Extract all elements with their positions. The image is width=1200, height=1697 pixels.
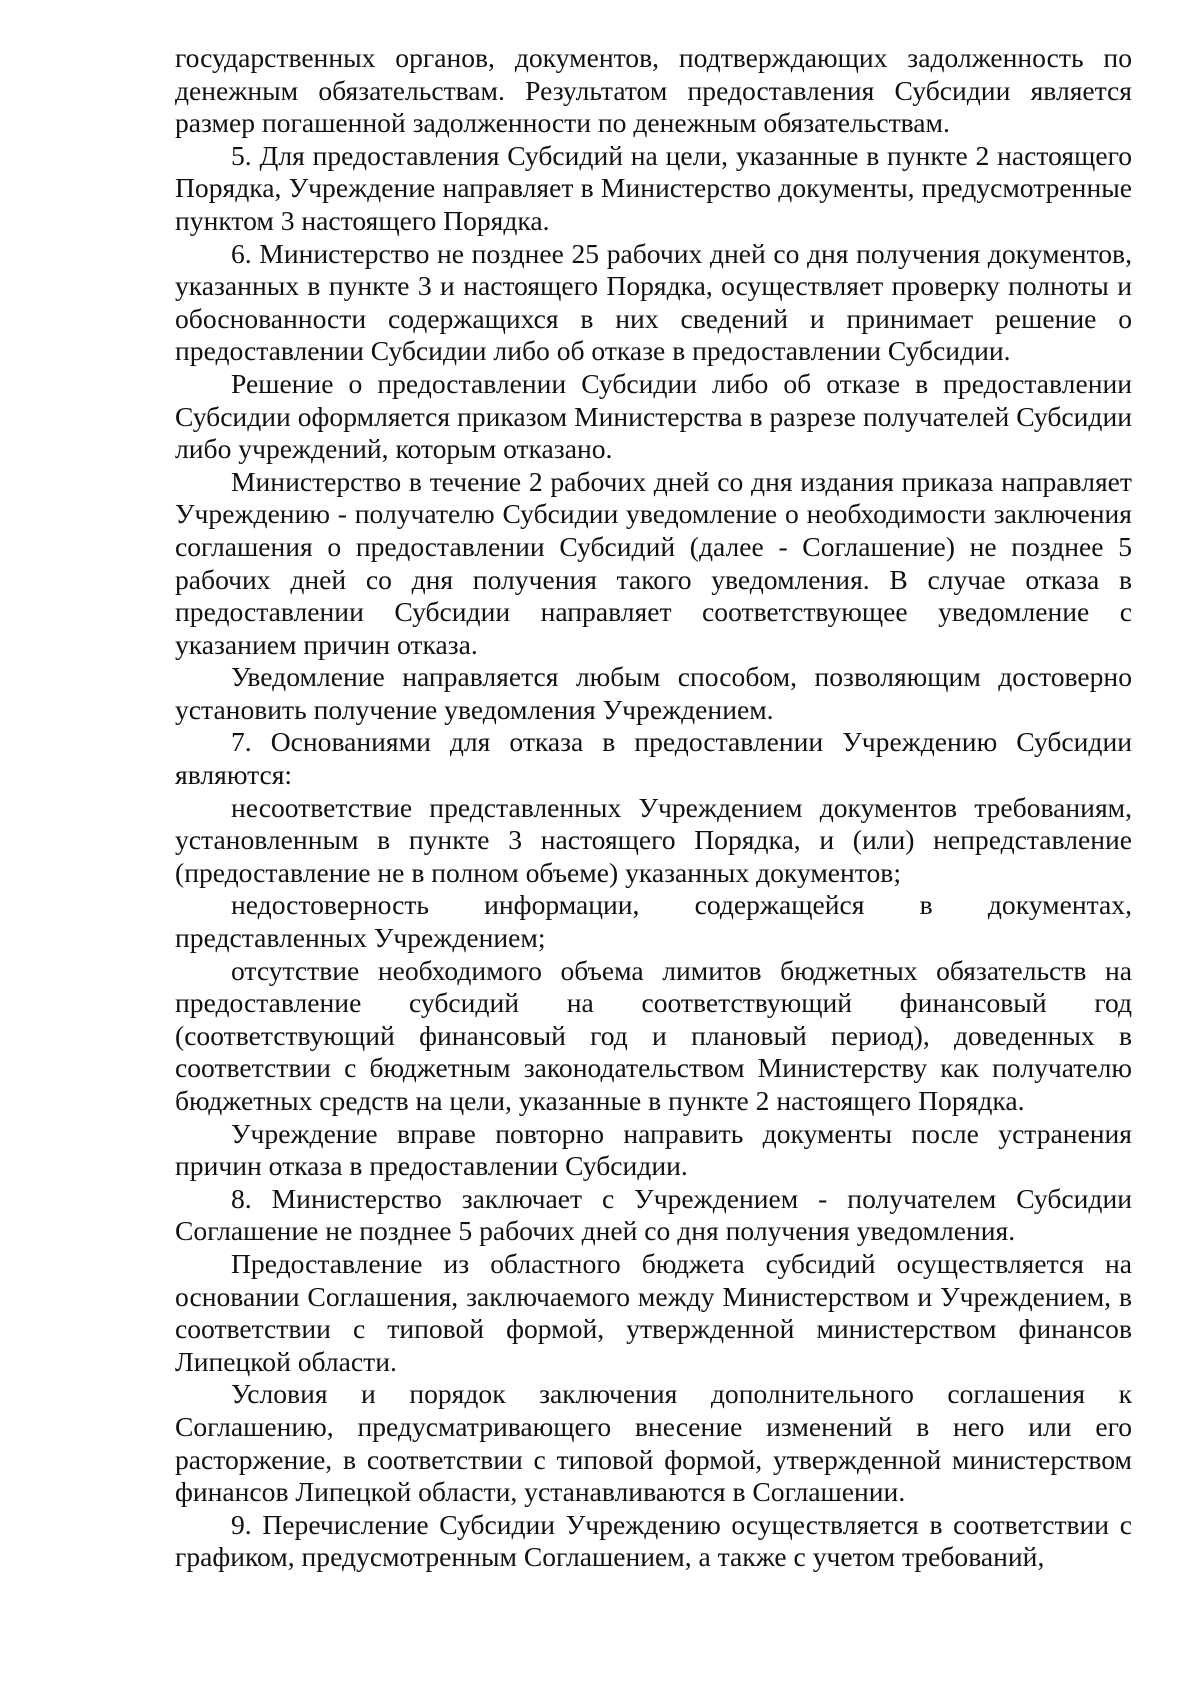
paragraph-additional-agreement: Условия и порядок заключения дополнительного соглашения к Соглашению, предусматривающего внесение изменений в него или его расторжение, в соответствии с типовой формой, утвержденной министерством финансов Липецкой области, устанавливаются в Соглашении. bbox=[175, 1378, 1132, 1508]
paragraph-agreement-basis: Предоставление из областного бюджета субсидий осуществляется на основании Соглашения, заключаемого между Министерством и Учреждением, в соответствии с типовой формой, утвержденной министерством финансов Липецкой области. bbox=[175, 1247, 1132, 1377]
paragraph-item-7: 7. Основаниями для отказа в предоставлении Учреждению Субсидии являются: bbox=[175, 726, 1132, 791]
paragraph-notification: Министерство в течение 2 рабочих дней со дня издания приказа направляет Учреждению - получателю Субсидии уведомление о необходимости заключения соглашения о предоставлении Субсидий (далее - Соглашение) не позднее 5 рабочих дней со дня получения такого уведомления. В случае отказа в предоставлении Субсидии направляет соответствующее уведомление с указанием причин отказа. bbox=[175, 465, 1132, 660]
paragraph-refusal-reason-1: несоответствие представленных Учреждением документов требованиям, установленным в пункте 3 настоящего Порядка, и (или) непредставление (предоставление не в полном объеме) указанных документов; bbox=[175, 791, 1132, 888]
paragraph-refusal-reason-2: недостоверность информации, содержащейся в документах, представленных Учреждением; bbox=[175, 889, 1132, 954]
paragraph-decision: Решение о предоставлении Субсидии либо об отказе в предоставлении Субсидии оформляется приказом Министерства в разрезе получателей Субсидии либо учреждений, которым отказано. bbox=[175, 367, 1132, 465]
paragraph-item-9: 9. Перечисление Субсидии Учреждению осуществляется в соответствии с графиком, предусмотренным Соглашением, а также с учетом требований, bbox=[175, 1508, 1132, 1573]
paragraph-refusal-reason-3: отсутствие необходимого объема лимитов бюджетных обязательств на предоставление субсидий на соответствующий финансовый год (соответствующий финансовый год и плановый период), доведенных в соответствии с бюджетным законодательством Министерству как получателю бюджетных средств на цели, указанные в пункте 2 настоящего Порядка. bbox=[175, 954, 1132, 1116]
document-page bbox=[175, 42, 1132, 1574]
paragraph-item-8: 8. Министерство заключает с Учреждением - получателем Субсидии Соглашение не позднее 5 рабочих дней со дня получения уведомления. bbox=[175, 1182, 1132, 1247]
paragraph-item-5: 5. Для предоставления Субсидий на цели, указанные в пункте 2 настоящего Порядка, Учреждение направляет в Министерство документы, предусмотренные пунктом 3 настоящего Порядка. bbox=[175, 139, 1132, 236]
paragraph-resubmission: Учреждение вправе повторно направить документы после устранения причин отказа в предоставлении Субсидии. bbox=[175, 1117, 1132, 1182]
paragraph-item-6: 6. Министерство не позднее 25 рабочих дней со дня получения документов, указанных в пункте 3 и настоящего Порядка, осуществляет проверку полноты и обоснованности содержащихся в них сведений и принимает решение о предоставлении Субсидии либо об отказе в предоставлении Субсидии. bbox=[175, 237, 1132, 367]
paragraph-continuation: государственных органов, документов, подтверждающих задолженность по денежным обязательствам. Результатом предоставления Субсидии является размер погашенной задолженности по денежным обязательствам. bbox=[175, 42, 1132, 139]
paragraph-notification-method: Уведомление направляется любым способом, позволяющим достоверно установить получение уведомления Учреждением. bbox=[175, 661, 1132, 725]
